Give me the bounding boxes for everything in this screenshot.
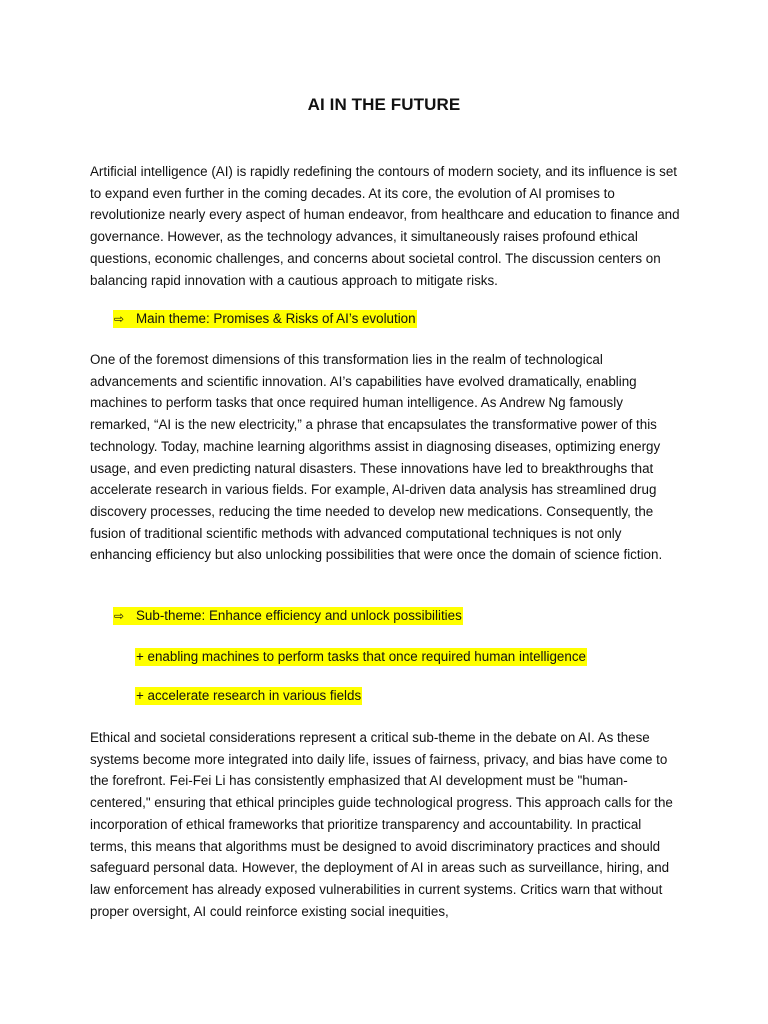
paragraph-ethics: Ethical and societal considerations represent a critical sub-theme in the debate on AI. As these systems become more integrated into daily life, issues of fairness, privacy, and bias have come to the forefront. Fei-Fei Li has consistently emphasized that AI development must be "human-centered," ensuring that ethical principles guide technological progress. This approach calls for the incorporation of ethical frameworks that prioritize transparency and accountability. In practical terms, this means that algorithms must be designed to avoid discriminatory practices and should safeguard personal data. However, the deployment of AI in areas such as surveillance, hiring, and law enforcement has already exposed vulnerabilities in current systems. Critics warn that without proper oversight, AI could reinforce existing social inequities, xyxy=(90,730,673,919)
arrow-right-icon: ⇨ xyxy=(114,312,125,326)
sub-theme-text: Sub-theme: Enhance efficiency and unlock possibilities xyxy=(136,608,462,623)
arrow-right-icon: ⇨ xyxy=(114,609,125,623)
sub-point-2: + accelerate research in various fields xyxy=(136,688,362,703)
main-theme-text: Main theme: Promises & Risks of AI’s evolution xyxy=(136,311,416,326)
document-title: AI IN THE FUTURE xyxy=(307,95,461,114)
main-theme-bullet xyxy=(113,310,417,328)
paragraph-intro: Artificial intelligence (AI) is rapidly redefining the contours of modern society, and its influence is set to expand even further in the coming decades. At its core, the evolution of AI promises to revolutionize nearly every aspect of human endeavor, from healthcare and education to finance and governance. However, as the technology advances, it simultaneously raises profound ethical questions, economic challenges, and concerns about societal control. The discussion centers on balancing rapid innovation with a cautious approach to mitigate risks. xyxy=(90,164,680,288)
paragraph-technology: One of the foremost dimensions of this transformation lies in the realm of technological advancements and scientific innovation. AI’s capabilities have evolved dramatically, enabling machines to perform tasks that once required human intelligence. As Andrew Ng famously remarked, “AI is the new electricity,” a phrase that encapsulates the transformative power of this technology. Today, machine learning algorithms assist in diagnosing diseases, optimizing energy usage, and even predicting natural disasters. These innovations have led to breakthroughs that accelerate research in various fields. For example, AI-driven data analysis has streamlined drug discovery processes, reducing the time needed to develop new medications. Consequently, the fusion of traditional scientific methods with advanced computational techniques is not only enhancing efficiency but also unlocking possibilities that were once the domain of science fiction. xyxy=(90,352,663,563)
sub-theme-bullet xyxy=(113,607,463,625)
sub-point-1: + enabling machines to perform tasks that once required human intelligence xyxy=(136,649,586,664)
